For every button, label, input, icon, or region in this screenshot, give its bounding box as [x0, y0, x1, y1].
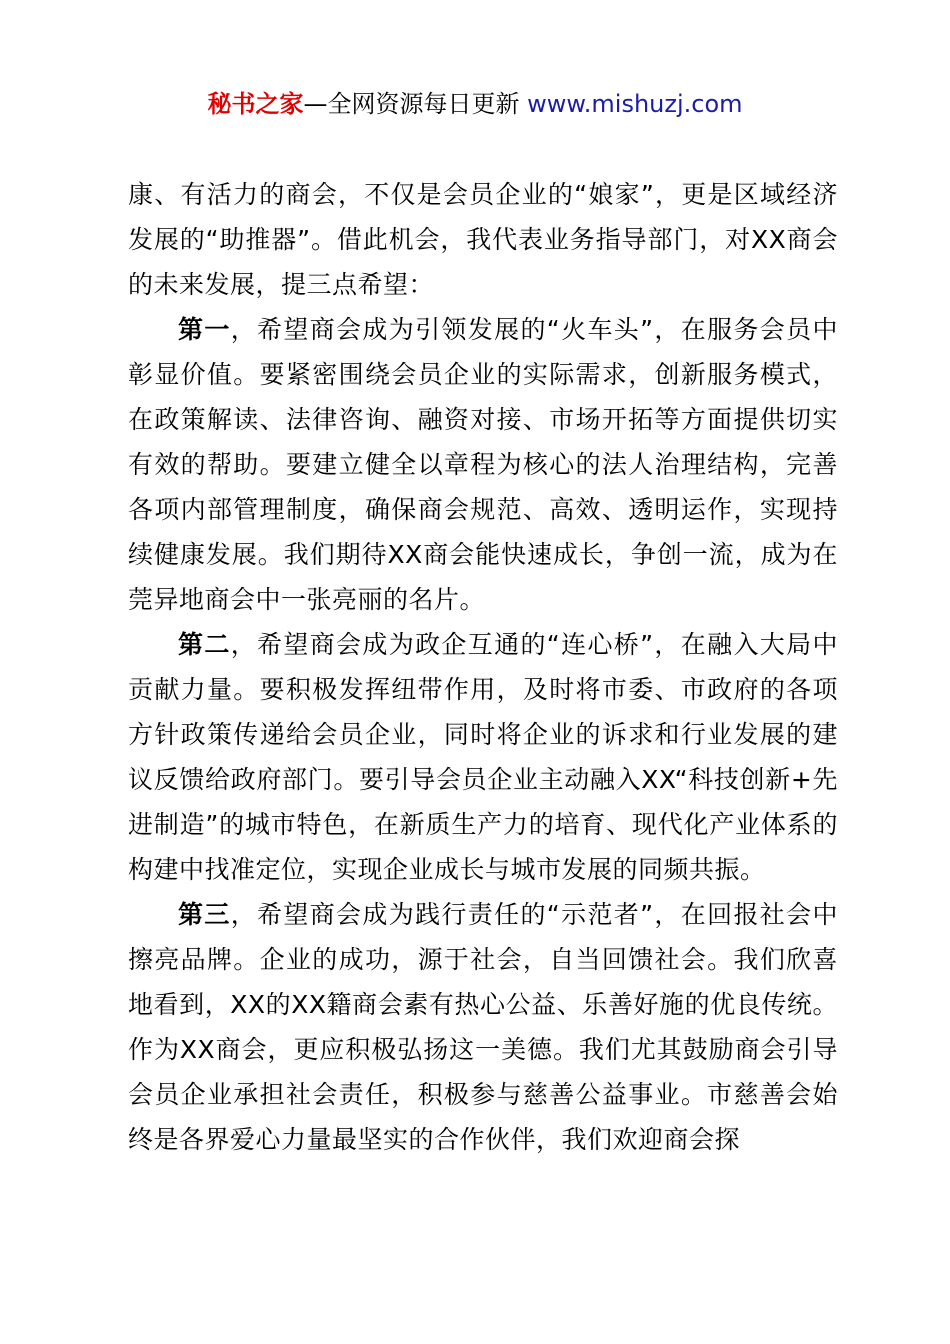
paragraph-first-point [128, 307, 838, 622]
paragraph-text: 康、有活力的商会，不仅是会员企业的“娘家”，更是区域经济发展的“助推器”。借此机会，我代表业务指导部门，对XX商会的未来发展，提三点希望： [128, 180, 838, 299]
paragraph-second-point [128, 622, 838, 892]
paragraph-lead: 第三 [178, 900, 231, 929]
paragraph-text: ，希望商会成为践行责任的“示范者”，在回报社会中擦亮品牌。企业的成功，源于社会，自当回馈社会。我们欣喜地看到，XX的XX籍商会素有热心公益、乐善好施的优良传统。作为XX商会，更应积极弘扬这一美德。我们尤其鼓励商会引导会员企业承担社会责任，积极参与慈善公益事业。市慈善会始终是各界爱心力量最坚实的合作伙伴，我们欢迎商会探 [128, 900, 838, 1154]
site-brand: 秘书之家 [207, 90, 304, 118]
paragraph-continuation [128, 172, 838, 307]
paragraph-third-point [128, 892, 838, 1162]
site-slogan: —全网资源每日更新 [303, 90, 528, 118]
paragraph-lead: 第二 [178, 630, 231, 659]
document-body [128, 172, 838, 1162]
paragraph-lead: 第一 [178, 315, 231, 344]
page-header [0, 86, 950, 122]
paragraph-text: ，希望商会成为引领发展的“火车头”，在服务会员中彰显价值。要紧密围绕会员企业的实际需求，创新服务模式，在政策解读、法律咨询、融资对接、市场开拓等方面提供切实有效的帮助。要建立健全以章程为核心的法人治理结构，完善各项内部管理制度，确保商会规范、高效、透明运作，实现持续健康发展。我们期待XX商会能快速成长，争创一流，成为在莞异地商会中一张亮丽的名片。 [128, 315, 838, 614]
site-url-link[interactable]: www.mishuzj.com [527, 90, 743, 118]
paragraph-text: ，希望商会成为政企互通的“连心桥”，在融入大局中贡献力量。要积极发挥纽带作用，及时将市委、市政府的各项方针政策传递给会员企业，同时将企业的诉求和行业发展的建议反馈给政府部门。要引导会员企业主动融入XX“科技创新+先进制造”的城市特色，在新质生产力的培育、现代化产业体系的构建中找准定位，实现企业成长与城市发展的同频共振。 [128, 630, 838, 884]
